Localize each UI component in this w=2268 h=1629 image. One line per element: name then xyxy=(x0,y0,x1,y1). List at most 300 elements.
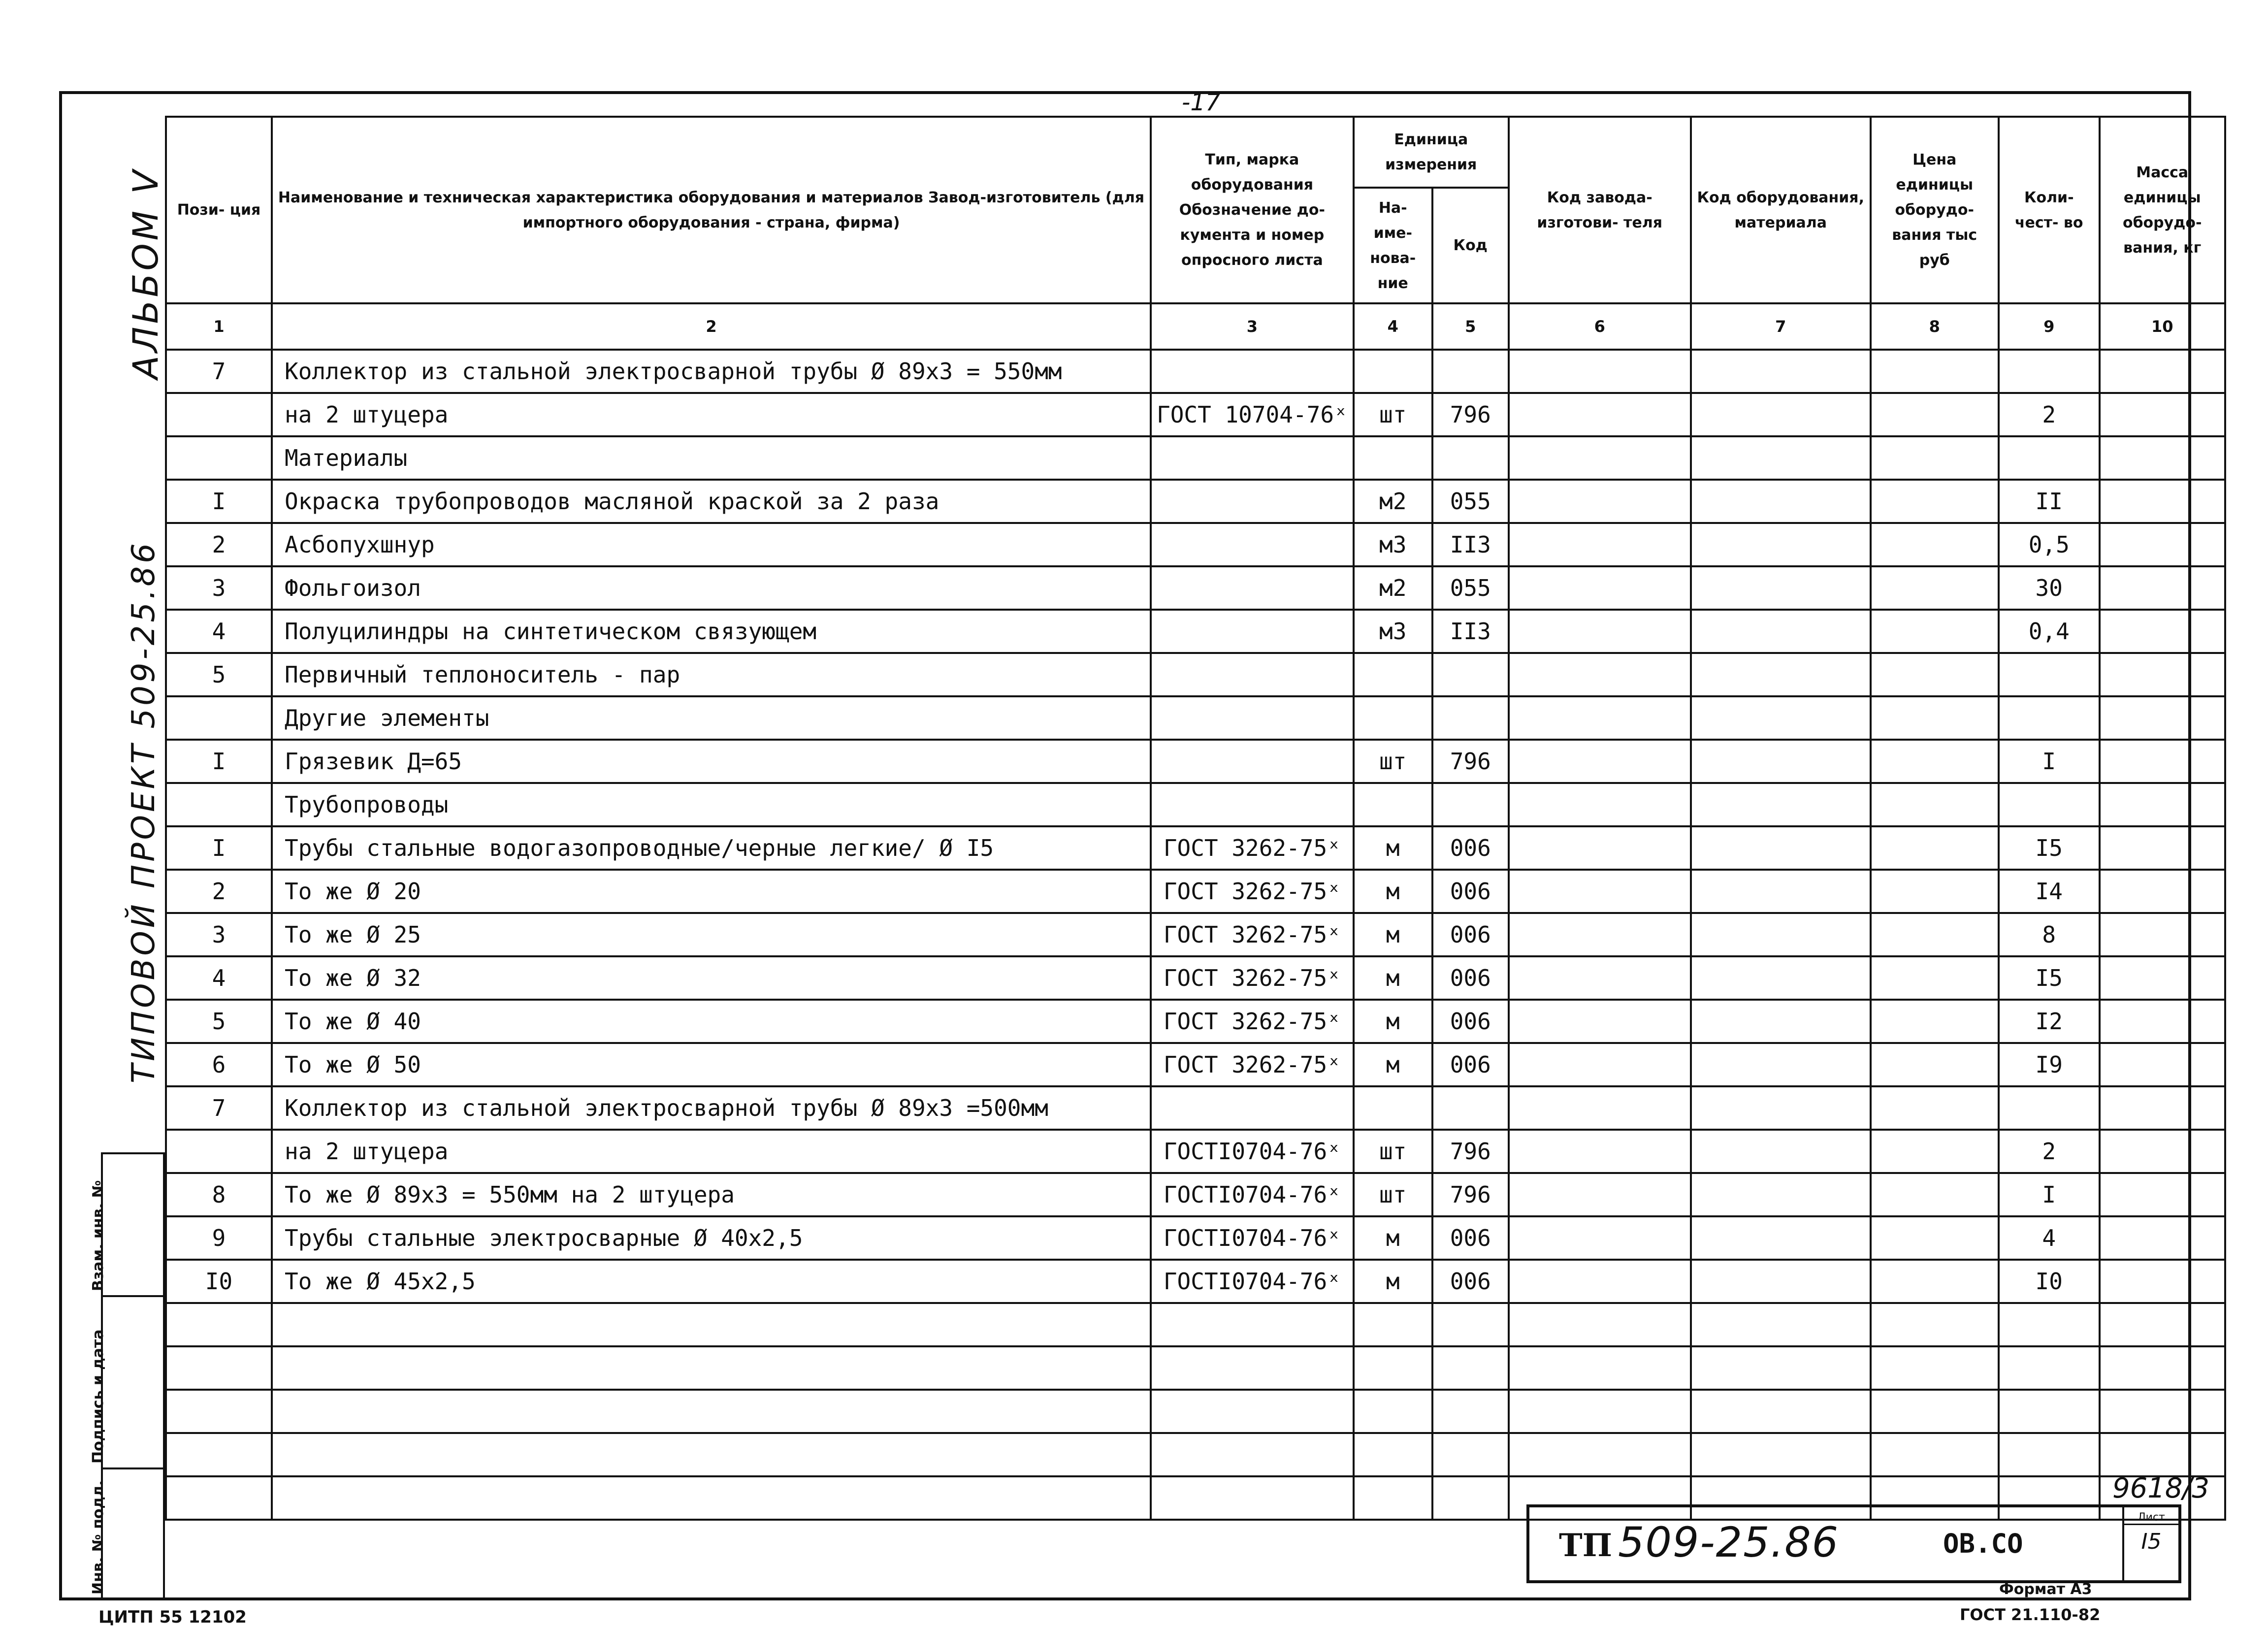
cell-unit-code: 006 xyxy=(1432,1260,1509,1303)
column-number: 7 xyxy=(1691,303,1871,350)
cell-position xyxy=(166,436,272,480)
header-price: Цена единицы оборудо- вания тыс руб xyxy=(1871,117,1999,303)
cell-mass xyxy=(2100,956,2225,1000)
cell-factory-code xyxy=(1509,393,1691,436)
empty-cell xyxy=(166,1390,272,1433)
empty-cell xyxy=(1871,1433,1999,1476)
cell-name: То же Ø 50 xyxy=(272,1043,1151,1086)
table-row xyxy=(166,480,2225,523)
cell-equipment-code xyxy=(1691,523,1871,566)
empty-rows xyxy=(166,1303,2225,1520)
cell-unit-code: 055 xyxy=(1432,566,1509,610)
cell-quantity xyxy=(1999,436,2100,480)
cell-unit xyxy=(1354,696,1432,740)
cell-name: Трубы стальные водогазопроводные/черные легкие/ Ø I5 xyxy=(272,826,1151,870)
cell-mass xyxy=(2100,1000,2225,1043)
cell-price xyxy=(1871,1173,1999,1216)
column-number: 4 xyxy=(1354,303,1432,350)
cell-position: I xyxy=(166,480,272,523)
cell-quantity: 4 xyxy=(1999,1216,2100,1260)
cell-unit-code: 055 xyxy=(1432,480,1509,523)
cell-factory-code xyxy=(1509,653,1691,696)
table-row xyxy=(166,956,2225,1000)
cell-factory-code xyxy=(1509,783,1691,826)
cell-mass xyxy=(2100,1260,2225,1303)
cell-equipment-code xyxy=(1691,480,1871,523)
cell-mass xyxy=(2100,393,2225,436)
cell-price xyxy=(1871,956,1999,1000)
table-row xyxy=(166,1173,2225,1216)
header-factory-code: Код завода- изготови- теля xyxy=(1509,117,1691,303)
table-row xyxy=(166,350,2225,393)
cell-mass xyxy=(2100,1043,2225,1086)
cell-price xyxy=(1871,610,1999,653)
cell-name: То же Ø 32 xyxy=(272,956,1151,1000)
cell-quantity: I9 xyxy=(1999,1043,2100,1086)
cell-position: I xyxy=(166,740,272,783)
cell-equipment-code xyxy=(1691,913,1871,956)
cell-unit-code: 796 xyxy=(1432,393,1509,436)
cell-name: на 2 штуцера xyxy=(272,393,1151,436)
empty-cell xyxy=(1691,1346,1871,1390)
table-row xyxy=(166,1260,2225,1303)
cell-name: Трубопроводы xyxy=(272,783,1151,826)
cell-position: 4 xyxy=(166,956,272,1000)
empty-cell xyxy=(2100,1346,2225,1390)
cell-quantity: 0,5 xyxy=(1999,523,2100,566)
empty-cell xyxy=(1432,1346,1509,1390)
cell-unit-code: 006 xyxy=(1432,1000,1509,1043)
cell-unit-code: II3 xyxy=(1432,610,1509,653)
cell-factory-code xyxy=(1509,523,1691,566)
cell-position: 7 xyxy=(166,1086,272,1130)
cell-type xyxy=(1151,696,1354,740)
cell-equipment-code xyxy=(1691,653,1871,696)
stamp-cell-original xyxy=(90,1467,163,1598)
cell-name: на 2 штуцера xyxy=(272,1130,1151,1173)
cell-factory-code xyxy=(1509,1086,1691,1130)
cell-price xyxy=(1871,523,1999,566)
cell-type xyxy=(1151,1086,1354,1130)
empty-cell xyxy=(1871,1303,1999,1346)
empty-cell xyxy=(1509,1303,1691,1346)
empty-cell xyxy=(272,1390,1151,1433)
cell-position: 6 xyxy=(166,1043,272,1086)
empty-cell xyxy=(1999,1346,2100,1390)
title-block-code: ОВ.СО xyxy=(1943,1528,2023,1559)
specification-rows xyxy=(166,350,2225,1303)
cell-factory-code xyxy=(1509,913,1691,956)
cell-name: Трубы стальные электросварные Ø 40x2,5 xyxy=(272,1216,1151,1260)
cell-quantity xyxy=(1999,653,2100,696)
cell-name: Грязевик Д=65 xyxy=(272,740,1151,783)
org-label: ЦИТП 55 12102 xyxy=(98,1607,247,1627)
cell-factory-code xyxy=(1509,350,1691,393)
cell-price xyxy=(1871,783,1999,826)
cell-quantity xyxy=(1999,783,2100,826)
empty-cell xyxy=(1432,1433,1509,1476)
empty-cell xyxy=(1691,1303,1871,1346)
header-equipment-code: Код оборудования, материала xyxy=(1691,117,1871,303)
cell-type: ГОСТ 3262-75ˣ xyxy=(1151,956,1354,1000)
table-row xyxy=(166,610,2225,653)
cell-name: Асбопухшнур xyxy=(272,523,1151,566)
cell-price xyxy=(1871,1130,1999,1173)
cell-unit xyxy=(1354,350,1432,393)
cell-quantity xyxy=(1999,1086,2100,1130)
cell-equipment-code xyxy=(1691,1173,1871,1216)
sheet-label: Лист xyxy=(2124,1511,2178,1525)
empty-row xyxy=(166,1390,2225,1433)
empty-cell xyxy=(1999,1390,2100,1433)
cell-type: ГОСТI0704-76ˣ xyxy=(1151,1216,1354,1260)
cell-factory-code xyxy=(1509,1043,1691,1086)
empty-row xyxy=(166,1346,2225,1390)
cell-quantity: I5 xyxy=(1999,956,2100,1000)
header-quantity: Коли- чест- во xyxy=(1999,117,2100,303)
cell-price xyxy=(1871,653,1999,696)
column-number-row xyxy=(166,303,2225,350)
cell-equipment-code xyxy=(1691,610,1871,653)
column-number: 9 xyxy=(1999,303,2100,350)
album-label: АЛЬБОМ V xyxy=(126,167,166,379)
cell-type xyxy=(1151,783,1354,826)
cell-type xyxy=(1151,610,1354,653)
cell-equipment-code xyxy=(1691,696,1871,740)
cell-position: 2 xyxy=(166,870,272,913)
empty-cell xyxy=(1354,1476,1432,1520)
cell-unit-code: 796 xyxy=(1432,1130,1509,1173)
cell-unit-code: II3 xyxy=(1432,523,1509,566)
column-number: 10 xyxy=(2100,303,2225,350)
cell-unit-code xyxy=(1432,696,1509,740)
cell-position xyxy=(166,1130,272,1173)
cell-unit: м3 xyxy=(1354,610,1432,653)
cell-quantity: I2 xyxy=(1999,1000,2100,1043)
cell-equipment-code xyxy=(1691,350,1871,393)
title-block xyxy=(1526,1504,2181,1583)
cell-name: То же Ø 89x3 = 550мм на 2 штуцера xyxy=(272,1173,1151,1216)
empty-cell xyxy=(1509,1433,1691,1476)
cell-mass xyxy=(2100,610,2225,653)
cell-mass xyxy=(2100,523,2225,566)
cell-type: ГОСТI0704-76ˣ xyxy=(1151,1130,1354,1173)
title-block-project-number: 509-25.86 xyxy=(1618,1518,1840,1566)
stamp-column xyxy=(90,1152,165,1600)
table-row xyxy=(166,393,2225,436)
empty-cell xyxy=(272,1433,1151,1476)
cell-quantity: 0,4 xyxy=(1999,610,2100,653)
empty-cell xyxy=(1871,1346,1999,1390)
cell-unit-code xyxy=(1432,436,1509,480)
cell-mass xyxy=(2100,696,2225,740)
cell-unit: шт xyxy=(1354,1130,1432,1173)
format-label: Формат А3 xyxy=(1999,1581,2092,1598)
cell-unit xyxy=(1354,653,1432,696)
empty-cell xyxy=(166,1433,272,1476)
table-row xyxy=(166,436,2225,480)
cell-position: 8 xyxy=(166,1173,272,1216)
stamp-signature-label: Подпись и дата xyxy=(90,1329,107,1464)
cell-name: Материалы xyxy=(272,436,1151,480)
cell-unit-code: 006 xyxy=(1432,1216,1509,1260)
cell-unit: м xyxy=(1354,870,1432,913)
empty-cell xyxy=(1999,1303,2100,1346)
cell-unit: м xyxy=(1354,1216,1432,1260)
cell-price xyxy=(1871,436,1999,480)
empty-cell xyxy=(1354,1346,1432,1390)
cell-price xyxy=(1871,480,1999,523)
cell-price xyxy=(1871,870,1999,913)
cell-unit: м xyxy=(1354,826,1432,870)
empty-cell xyxy=(1999,1433,2100,1476)
cell-equipment-code xyxy=(1691,1000,1871,1043)
cell-price xyxy=(1871,1216,1999,1260)
cell-mass xyxy=(2100,653,2225,696)
cell-unit: м xyxy=(1354,956,1432,1000)
cell-factory-code xyxy=(1509,1260,1691,1303)
cell-unit-code xyxy=(1432,653,1509,696)
empty-cell xyxy=(2100,1390,2225,1433)
cell-quantity xyxy=(1999,696,2100,740)
cell-unit: шт xyxy=(1354,393,1432,436)
cell-position xyxy=(166,696,272,740)
page-number: -17 xyxy=(1182,89,1221,116)
cell-quantity: I xyxy=(1999,740,2100,783)
cell-position: 7 xyxy=(166,350,272,393)
cell-mass xyxy=(2100,566,2225,610)
cell-position: 2 xyxy=(166,523,272,566)
table-row xyxy=(166,696,2225,740)
cell-unit: м xyxy=(1354,1260,1432,1303)
cell-unit-code xyxy=(1432,783,1509,826)
empty-cell xyxy=(166,1303,272,1346)
cell-price xyxy=(1871,566,1999,610)
cell-position xyxy=(166,393,272,436)
cell-position: 9 xyxy=(166,1216,272,1260)
empty-cell xyxy=(1432,1303,1509,1346)
empty-cell xyxy=(1691,1390,1871,1433)
table-row xyxy=(166,1043,2225,1086)
cell-quantity: 30 xyxy=(1999,566,2100,610)
cell-unit: м xyxy=(1354,1043,1432,1086)
cell-unit: шт xyxy=(1354,1173,1432,1216)
column-number: 5 xyxy=(1432,303,1509,350)
empty-cell xyxy=(1151,1303,1354,1346)
cell-position: 5 xyxy=(166,1000,272,1043)
empty-cell xyxy=(1509,1390,1691,1433)
title-block-label: ТП xyxy=(1559,1527,1613,1564)
cell-factory-code xyxy=(1509,870,1691,913)
inventory-number: 9618/3 xyxy=(2112,1472,2210,1504)
cell-quantity: 8 xyxy=(1999,913,2100,956)
empty-cell xyxy=(1871,1390,1999,1433)
cell-quantity: 2 xyxy=(1999,1130,2100,1173)
cell-position: 3 xyxy=(166,913,272,956)
stamp-cell-signature xyxy=(90,1295,163,1467)
cell-type: ГОСТ 10704-76ˣ xyxy=(1151,393,1354,436)
cell-factory-code xyxy=(1509,610,1691,653)
header-unit-code: Код xyxy=(1432,188,1509,303)
stamp-cell-replace xyxy=(90,1152,163,1295)
empty-cell xyxy=(166,1346,272,1390)
cell-price xyxy=(1871,913,1999,956)
empty-cell xyxy=(1151,1390,1354,1433)
column-number: 1 xyxy=(166,303,272,350)
cell-factory-code xyxy=(1509,566,1691,610)
cell-type: ГОСТ 3262-75ˣ xyxy=(1151,913,1354,956)
column-number: 2 xyxy=(272,303,1151,350)
cell-name: То же Ø 40 xyxy=(272,1000,1151,1043)
cell-equipment-code xyxy=(1691,826,1871,870)
cell-equipment-code xyxy=(1691,1086,1871,1130)
cell-name: Фольгоизол xyxy=(272,566,1151,610)
cell-type: ГОСТ 3262-75ˣ xyxy=(1151,826,1354,870)
cell-type: ГОСТI0704-76ˣ xyxy=(1151,1260,1354,1303)
table-row xyxy=(166,1000,2225,1043)
cell-name: Первичный теплоноситель - пар xyxy=(272,653,1151,696)
cell-name: Другие элементы xyxy=(272,696,1151,740)
cell-mass xyxy=(2100,783,2225,826)
cell-type xyxy=(1151,653,1354,696)
table-row xyxy=(166,783,2225,826)
cell-factory-code xyxy=(1509,826,1691,870)
sheet-number: I5 xyxy=(2141,1529,2162,1554)
cell-equipment-code xyxy=(1691,870,1871,913)
cell-mass xyxy=(2100,350,2225,393)
empty-row xyxy=(166,1433,2225,1476)
empty-cell xyxy=(166,1476,272,1520)
cell-type: ГОСТ 3262-75ˣ xyxy=(1151,1043,1354,1086)
column-number: 3 xyxy=(1151,303,1354,350)
cell-position: 4 xyxy=(166,610,272,653)
header-name: Наименование и техническая характеристика оборудования и материалов Завод-изготовитель (для импортного оборудования - страна, фирма) xyxy=(272,117,1151,303)
cell-unit-code: 006 xyxy=(1432,1043,1509,1086)
table-row xyxy=(166,523,2225,566)
cell-price xyxy=(1871,740,1999,783)
specification-table xyxy=(165,116,2226,1521)
table-row xyxy=(166,913,2225,956)
cell-type xyxy=(1151,740,1354,783)
cell-quantity: I4 xyxy=(1999,870,2100,913)
cell-equipment-code xyxy=(1691,956,1871,1000)
cell-quantity xyxy=(1999,350,2100,393)
cell-unit: шт xyxy=(1354,740,1432,783)
cell-mass xyxy=(2100,1086,2225,1130)
cell-equipment-code xyxy=(1691,1216,1871,1260)
cell-name: Полуцилиндры на синтетическом связующем xyxy=(272,610,1151,653)
cell-quantity: I5 xyxy=(1999,826,2100,870)
cell-price xyxy=(1871,393,1999,436)
empty-cell xyxy=(1354,1303,1432,1346)
cell-position: I xyxy=(166,826,272,870)
cell-unit xyxy=(1354,436,1432,480)
empty-cell xyxy=(272,1346,1151,1390)
empty-cell xyxy=(1432,1476,1509,1520)
cell-factory-code xyxy=(1509,436,1691,480)
cell-factory-code xyxy=(1509,956,1691,1000)
column-number: 8 xyxy=(1871,303,1999,350)
cell-price xyxy=(1871,1000,1999,1043)
cell-mass xyxy=(2100,826,2225,870)
cell-unit: м xyxy=(1354,1000,1432,1043)
cell-unit: м3 xyxy=(1354,523,1432,566)
cell-factory-code xyxy=(1509,1130,1691,1173)
empty-cell xyxy=(2100,1303,2225,1346)
cell-equipment-code xyxy=(1691,436,1871,480)
cell-unit-code: 006 xyxy=(1432,913,1509,956)
cell-factory-code xyxy=(1509,1173,1691,1216)
cell-position: 3 xyxy=(166,566,272,610)
empty-cell xyxy=(1151,1346,1354,1390)
cell-unit-code xyxy=(1432,1086,1509,1130)
project-label: ТИПОВОЙ ПРОЕКТ 509-25.86 xyxy=(126,540,162,1083)
cell-unit-code: 006 xyxy=(1432,870,1509,913)
table-row xyxy=(166,870,2225,913)
cell-name: То же Ø 20 xyxy=(272,870,1151,913)
cell-type xyxy=(1151,436,1354,480)
cell-equipment-code xyxy=(1691,566,1871,610)
empty-cell xyxy=(1354,1390,1432,1433)
cell-type xyxy=(1151,480,1354,523)
header-unit-group: Единица измерения xyxy=(1354,117,1509,188)
cell-equipment-code xyxy=(1691,1260,1871,1303)
cell-price xyxy=(1871,1260,1999,1303)
cell-price xyxy=(1871,696,1999,740)
cell-equipment-code xyxy=(1691,393,1871,436)
cell-type xyxy=(1151,350,1354,393)
empty-cell xyxy=(1151,1476,1354,1520)
header-position: Пози- ция xyxy=(166,117,272,303)
cell-mass xyxy=(2100,870,2225,913)
stamp-original-label: Инв. № подл. xyxy=(90,1480,107,1595)
cell-unit: м xyxy=(1354,913,1432,956)
table-row xyxy=(166,1086,2225,1130)
cell-unit-code: 796 xyxy=(1432,1173,1509,1216)
cell-factory-code xyxy=(1509,696,1691,740)
cell-type: ГОСТ 3262-75ˣ xyxy=(1151,1000,1354,1043)
cell-type xyxy=(1151,523,1354,566)
cell-quantity: II xyxy=(1999,480,2100,523)
cell-price xyxy=(1871,1043,1999,1086)
cell-mass xyxy=(2100,436,2225,480)
column-number: 6 xyxy=(1509,303,1691,350)
cell-type: ГОСТ 3262-75ˣ xyxy=(1151,870,1354,913)
table-row xyxy=(166,1216,2225,1260)
cell-position: 5 xyxy=(166,653,272,696)
empty-cell xyxy=(1151,1433,1354,1476)
cell-price xyxy=(1871,1086,1999,1130)
cell-factory-code xyxy=(1509,1216,1691,1260)
cell-unit: м2 xyxy=(1354,566,1432,610)
table-row xyxy=(166,566,2225,610)
cell-factory-code xyxy=(1509,480,1691,523)
cell-mass xyxy=(2100,1173,2225,1216)
cell-unit-code: 796 xyxy=(1432,740,1509,783)
cell-price xyxy=(1871,350,1999,393)
header-unit-name: На- име- нова- ние xyxy=(1354,188,1432,303)
cell-name: То же Ø 25 xyxy=(272,913,1151,956)
cell-equipment-code xyxy=(1691,1043,1871,1086)
cell-mass xyxy=(2100,1216,2225,1260)
cell-name: Коллектор из стальной электросварной трубы Ø 89x3 =500мм xyxy=(272,1086,1151,1130)
cell-mass xyxy=(2100,480,2225,523)
cell-name: Коллектор из стальной электросварной трубы Ø 89x3 = 550мм xyxy=(272,350,1151,393)
cell-equipment-code xyxy=(1691,740,1871,783)
cell-type xyxy=(1151,566,1354,610)
cell-quantity: 2 xyxy=(1999,393,2100,436)
cell-factory-code xyxy=(1509,1000,1691,1043)
